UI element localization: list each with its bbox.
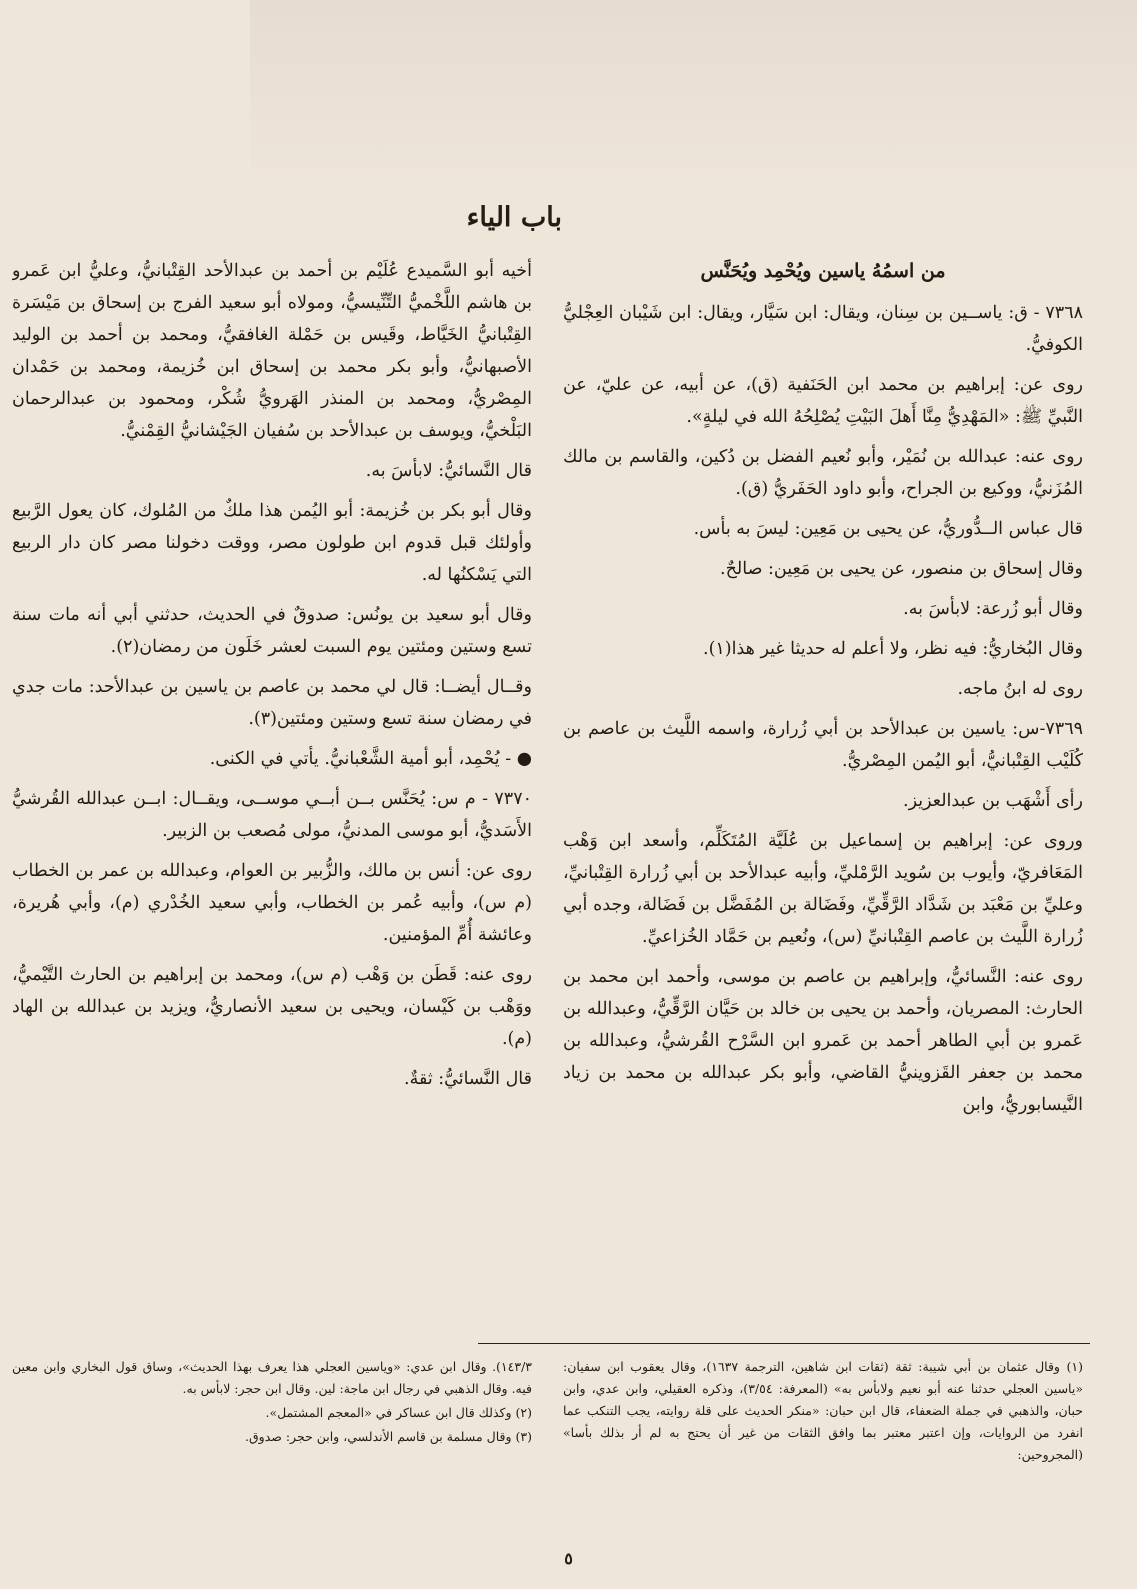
- entry-7369-title: ٧٣٦٩-س: ياسين بن عبدالأحد بن أبي زُرارة، واسمه اللَّيث بن عاصم بن كُلَيْب القِتْبانيُّ، أبو اليُمن المِصْريُّ.: [563, 719, 1083, 771]
- paragraph: وقال أبو زُرعة: لابأسَ به.: [903, 599, 1083, 619]
- footnote: (٣) وقال مسلمة بن قاسم الأندلسي، وابن حجر: صدوق.: [244, 1429, 532, 1444]
- footnotes-right: [563, 1356, 1083, 1546]
- cross-reference: ● - يُحْمِد، أبو أمية الشَّعْبانيُّ. يأتي في الكنى.: [209, 749, 532, 769]
- paragraph: وقــال أيضــا: قال لي محمد بن عاصم بن ياسين بن عبدالأحد: مات جدي في رمضان سنة تسع وستين ومئتين(٣).: [12, 677, 532, 729]
- right-column: [563, 255, 1083, 1335]
- page-number: ٥: [564, 1549, 573, 1568]
- footnote: (١) وقال عثمان بن أبي شيبة: ثقة (ثقات ابن شاهين، الترجمة ١٦٣٧)، وقال يعقوب ابن سفيان: «ياسين العجلي حدثنا عنه أبو نعيم ولابأس به» (المعرفة: ٣/٥٤)، وذكره العقيلي، وابن عدي، وابن حبان، والذهبي في جملة الضعفاء، قال ابن حبان: «منكر الحديث على قلة روايته، يجب التنكب عما انفرد من الروايات، وإن اعتبر معتبر بما وافق الثقات من غير أن يحتج به لم أر بذلك بأسا» (المجروحين:: [563, 1359, 1083, 1462]
- paragraph: روى عن: إبراهيم بن محمد ابن الحَنَفية (ق)، عن أبيه، عن عليّ، عن النَّبيِّ ﷺ: «المَهْدِيُّ مِنَّا أَهلَ البَيْتِ يُصْلِحُهُ الله في ليلةٍ».: [563, 375, 1083, 427]
- section-subheading: من اسمُهُ ياسين ويُحْمِد ويُحَنَّس: [700, 260, 946, 282]
- paragraph: وروى عن: إبراهيم بن إسماعيل بن عُلَيَّة المُتَكَلِّم، وأسعد ابن وَهْب المَعَافريّ، وأيوب بن سُويد الرَّمْليِّ، وأبيه عبدالأحد بن أبي زُرارة القِتْبانيِّ، وعليِّ بن مَعْبَد بن شَدَّاد الرَّقِّيِّ، وفَضَالة بن المُفَضَّل بن فَضَالة، وجده أبي زُرارة اللَّيث بن عاصم القِتْبانيِّ (س)، ونُعيم بن حَمَّاد الخُزاعيِّ.: [563, 831, 1083, 947]
- footnote: (٢) وكذلك قال ابن عساكر في «المعجم المشتمل».: [265, 1405, 532, 1420]
- footnote: ١٤٣/٣). وقال ابن عدي: «وياسين العجلي هذا يعرف بهذا الحديث»، وساق قول البخاري وابن معين فيه. وقال الذهبي في رجال ابن ماجة: لين. وقال ابن حجر: لابأس به.: [12, 1359, 532, 1396]
- paragraph: روى عنه: النَّسائيُّ، وإبراهيم بن عاصم بن موسى، وأحمد ابن محمد بن الحارث: المصريان، وأحمد بن يحيى بن خالد بن حَيَّان الرَّقِّيُّ، وعبدالله بن عَمرو بن أبي الطاهر أحمد بن عَمرو ابن السَّرْح القُرشيُّ، وعبدالله بن محمد بن جعفر القَزوينيُّ القاضي، وأبو بكر عبدالله بن محمد بن زياد النَّيسابوريُّ، وابن: [563, 967, 1083, 1115]
- paragraph: وقال أبو بكر بن خُزيمة: أبو اليُمن هذا ملكٌ من المُلوك، كان يعول الرَّبيع وأولئك قبل قدوم ابن طولون مصر، ووقت دخولنا مصر كان دار الربيع التي يَسْكنُها له.: [12, 501, 532, 585]
- paragraph: قال النَّسائيُّ: ثقةٌ.: [404, 1069, 532, 1089]
- paragraph: روى له ابنُ ماجه.: [957, 679, 1083, 699]
- entry-7370-title: ٧٣٧٠ - م س: يُحَنَّس بــن أبــي موســى، ويقــال: ابــن عبدالله القُرشيُّ الأَسَديُّ، أبو موسى المدنيُّ، مولى مُصعب بن الزبير.: [12, 789, 532, 841]
- paragraph: وقال أبو سعيد بن يونُس: صدوقٌ في الحديث، حدثني أبي أنه مات سنة تسع وستين ومئتين يوم السبت لعشر خَلَون من رمضان(٢).: [12, 605, 532, 657]
- paragraph: قال عباس الــدُّوريُّ، عن يحيى بن مَعِين: ليسَ به بأس.: [693, 519, 1083, 539]
- footnotes-left: [12, 1356, 532, 1546]
- paragraph: رأى أَشْهَب بن عبدالعزيز.: [903, 791, 1083, 811]
- paragraph: قال النَّسائيُّ: لابأسَ به.: [365, 461, 532, 481]
- paragraph: وقال إسحاق بن منصور، عن يحيى بن مَعِين: صالحٌ.: [720, 559, 1083, 579]
- footnote-divider: [478, 1343, 1090, 1344]
- paragraph: أخيه أبو السَّميدع عُلَيْم بن أحمد بن عبدالأحد القِتْبانيُّ، وعليُّ ابن عَمرو بن هاشم اللَّخْميُّ التِّنِّيسيُّ، ومولاه أبو سعيد الفرج بن إسحاق بن مَيْسَرة القِتْبانيُّ الخَيَّاط، وقَيس بن حَمْلة الغافقيُّ، ومحمد بن أحمد بن الوليد الأصبهانيُّ، وأبو بكر محمد بن إسحاق ابن خُزيمة، ومحمد بن حَمْدان المِصْريُّ، ومحمد بن المنذر الهَرويُّ شُكْر، ومحمود بن عبدالرحمان البَلْخيُّ، ويوسف بن عبدالأحد بن سُفيان الجَيْشانيُّ القِمْنيُّ.: [12, 261, 532, 441]
- paragraph: روى عن: أنس بن مالك، والزُّبير بن العوام، وعبدالله بن عمر بن الخطاب (م س)، وأبيه عُمر بن الخطاب، وأبي سعيد الخُدْري (م)، وأبي هُريرة، وعائشة أُمِّ المؤمنين.: [12, 861, 532, 945]
- chapter-heading: باب الياء: [466, 202, 562, 233]
- entry-7368-title: ٧٣٦٨ - ق: ياســين بن سِنان، ويقال: ابن سَيَّار، ويقال: ابن شَيْبان العِجْليُّ الكوفيُّ.: [563, 303, 1083, 355]
- show-through-text: [250, 0, 1137, 200]
- paragraph: روى عنه: عبدالله بن نُمَيْر، وأبو نُعيم الفضل بن دُكين، والقاسم بن مالك المُزَنيُّ، ووكيع بن الجراح، وأبو داود الحَفَريُّ (ق).: [563, 447, 1083, 499]
- paragraph: روى عنه: قَطَن بن وَهْب (م س)، ومحمد بن إبراهيم بن الحارث التَّيْميُّ، ووَهْب بن كَيْسان، ويحيى بن سعيد الأنصاريُّ، ويزيد بن عبدالله بن الهاد (م).: [12, 965, 532, 1049]
- left-column: [12, 255, 532, 1335]
- paragraph: وقال البُخاريُّ: فيه نظر، ولا أعلم له حديثا غير هذا(١).: [703, 639, 1083, 659]
